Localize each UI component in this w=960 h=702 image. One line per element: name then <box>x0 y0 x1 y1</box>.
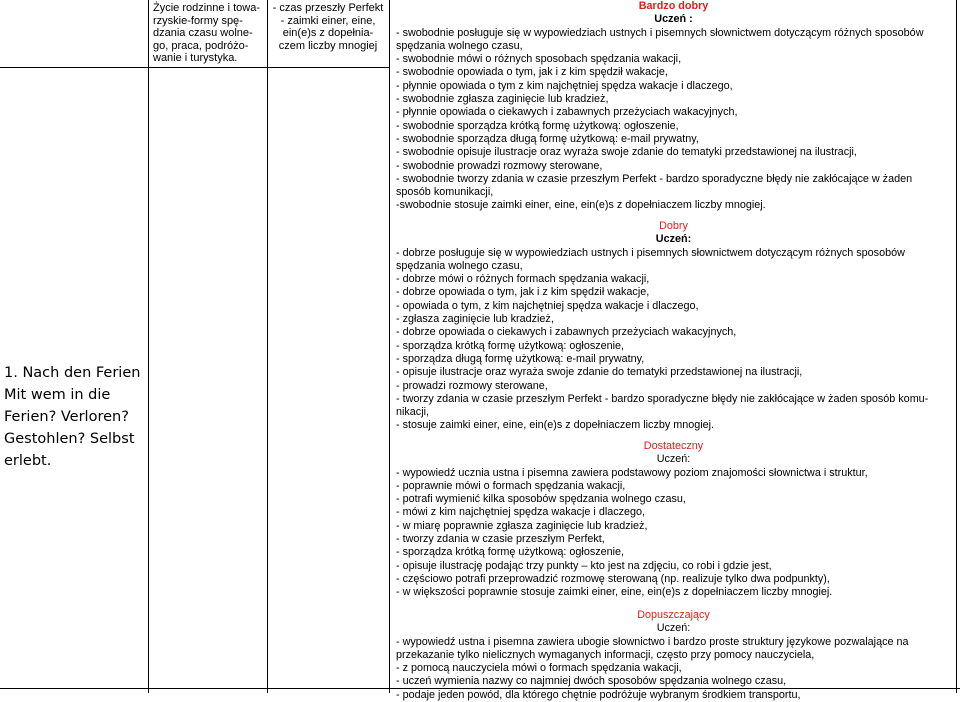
grade-title: Dostateczny <box>643 440 704 452</box>
criteria-line: - swobodnie zgłasza zaginięcie lub kradzież, <box>396 93 609 106</box>
criteria-line: - tworzy zdania w czasie przeszłym Perfekt - bardzo sporadyczne błędy nie zakłócające w żaden sposób komu- <box>396 392 929 405</box>
column-divider <box>148 0 149 693</box>
criteria-line: - podaje jeden powód, dla którego chętnie podróżuje wybranym środkiem transportu, <box>396 688 801 701</box>
grade-subtitle: Uczeń: <box>656 453 691 466</box>
grade-criteria-list <box>396 467 951 600</box>
grade-block-dobry <box>396 220 951 433</box>
row-divider <box>148 67 389 68</box>
criteria-line: - wypowiedź ucznia ustna i pisemna zawiera podstawowy poziom znajomości słownictwa i struktur, <box>396 466 868 479</box>
criteria-line: - sporządza krótką formę użytkową: ogłoszenie, <box>396 546 625 559</box>
criteria-line: - swobodnie mówi o różnych sposobach spędzania wakacji, <box>396 53 682 66</box>
criteria-line: - stosuje zaimki einer, eine, ein(e)s z dopełniaczem liczby mnogiej. <box>396 419 715 432</box>
criteria-line: - dobrze posługuje się w wypowiedziach ustnych i pisemnych słownictwem dotyczącym różnych sposobów <box>396 246 905 259</box>
row-divider <box>0 67 148 68</box>
column-divider <box>389 0 390 693</box>
criteria-line: spędzania wolnego czasu, <box>396 39 523 52</box>
grade-block-bardzo-dobry <box>396 0 951 213</box>
criteria-line: - płynnie opowiada o ciekawych i zabawnych przeżyciach wakacyjnych, <box>396 106 738 119</box>
criteria-line: - z pomocą nauczyciela mówi o formach spędzania wakacji, <box>396 662 682 675</box>
criteria-line: - opowiada o tym, z kim najchętniej spędza wakacje i dlaczego, <box>396 299 699 312</box>
criteria-line: - płynnie opowiada o tym z kim najchętniej spędza wakacje i dlaczego, <box>396 79 733 92</box>
grade-title: Bardzo dobry <box>638 0 709 12</box>
criteria-line: - uczeń wymienia nazwy co najmniej dwóch sposobów spędzania wolnego czasu, <box>396 675 787 688</box>
grade-block-dostateczny <box>396 440 951 600</box>
criteria-line: - zgłasza zaginięcie lub kradzież, <box>396 313 554 326</box>
topics-cell: Życie rodzinne i towa- rzyskie-formy spę- dzania czasu wolne- go, praca, podróżo- wanie i turystyka. <box>153 2 260 65</box>
criteria-line: - swobodnie tworzy zdania w czasie przeszłym Perfekt - bardzo sporadyczne błędy nie zakłócające w żaden <box>396 172 913 185</box>
criteria-line: - dobrze opowiada o tym, jak i z kim spędził wakacje, <box>396 286 650 299</box>
criteria-line: - dobrze mówi o różnych formach spędzania wakacji, <box>396 273 650 286</box>
criteria-line: - sporządza długą formę użytkową: e-mail prywatny, <box>396 352 645 365</box>
criteria-line: - mówi z kim najchętniej spędza wakacje i dlaczego, <box>396 506 646 519</box>
column-divider <box>956 0 957 693</box>
grade-block-dopuszczajacy <box>396 609 951 701</box>
criteria-line: - wypowiedź ustna i pisemna zawiera ubogie słownictwo i bardzo proste struktury językowe pozwalające na <box>396 635 909 648</box>
criteria-line: - w miarę poprawnie zgłasza zaginięcie lub kradzież, <box>396 519 648 532</box>
grade-criteria-list <box>396 27 951 213</box>
grade-title: Dobry <box>659 220 688 232</box>
column-divider <box>267 0 268 693</box>
criteria-line: - tworzy zdania w czasie przeszłym Perfekt, <box>396 533 605 546</box>
criteria-line: - prowadzi rozmowy sterowane, <box>396 379 548 392</box>
criteria-line: - swobodnie posługuje się w wypowiedziach ustnych i pisemnych słownictwem dotyczącym różnych sposobów <box>396 26 924 39</box>
grade-subtitle: Uczeń : <box>654 13 693 26</box>
criteria-line: - opisuje ilustracje oraz wyraża swoje zdanie do tematyki przedstawionej na ilustracji, <box>396 366 803 379</box>
grade-criteria-list <box>396 247 951 433</box>
criteria-line: sposób komunikacji, <box>396 186 494 199</box>
criteria-line: przekazanie tylko nielicznych wymaganych informacji, często przy pomocy nauczyciela, <box>396 648 815 661</box>
grade-criteria-list <box>396 636 951 702</box>
grade-subtitle: Uczeń: <box>655 233 692 246</box>
criteria-line: - częściowo potrafi przeprowadzić rozmowę sterowaną (np. realizuje tylko dwa podpunkty), <box>396 572 830 585</box>
criteria-line: - w większości poprawnie stosuje zaimki einer, eine, ein(e)s z dopełniaczem liczby mnogiej. <box>396 586 833 599</box>
criteria-line: - sporządza krótką formę użytkową: ogłoszenie, <box>396 339 625 352</box>
criteria-line: nikacji, <box>396 406 430 419</box>
criteria-line: - swobodnie opisuje ilustracje oraz wyraża swoje zdanie do tematyki przedstawionej na ilustracji, <box>396 146 857 159</box>
criteria-line: - swobodnie opowiada o tym, jak i z kim spędził wakacje, <box>396 66 668 79</box>
grade-subtitle: Uczeń: <box>656 622 691 635</box>
criteria-line: - opisuje ilustrację podając trzy punkty – kto jest na zdjęciu, co robi i gdzie jest, <box>396 559 772 572</box>
criteria-line: - potrafi wymienić kilka sposobów spędzania wolnego czasu, <box>396 493 686 506</box>
criteria-line: -swobodnie stosuje zaimki einer, eine, ein(e)s z dopełniaczem liczby mnogiej. <box>396 199 766 212</box>
grade-title: Dopuszczający <box>637 609 710 621</box>
grammar-cell: - czas przeszły Perfekt - zaimki einer, eine, ein(e)s z dopełnia- czem liczby mnogiej <box>272 2 384 52</box>
section-title: 1. Nach den Ferien Mit wem in die Ferien? Verloren? Gestohlen? Selbst erlebt. <box>4 365 141 469</box>
criteria-line: - swobodnie sporządza krótką formę użytkową: ogłoszenie, <box>396 119 679 132</box>
criteria-line: - swobodnie prowadzi rozmowy sterowane, <box>396 159 603 172</box>
criteria-line: - dobrze opowiada o ciekawych i zabawnych przeżyciach wakacyjnych, <box>396 326 737 339</box>
criteria-line: - swobodnie sporządza długą formę użytkową: e-mail prywatny, <box>396 132 699 145</box>
criteria-line: - poprawnie mówi o formach spędzania wakacji, <box>396 479 626 492</box>
criteria-line: spędzania wolnego czasu, <box>396 259 523 272</box>
